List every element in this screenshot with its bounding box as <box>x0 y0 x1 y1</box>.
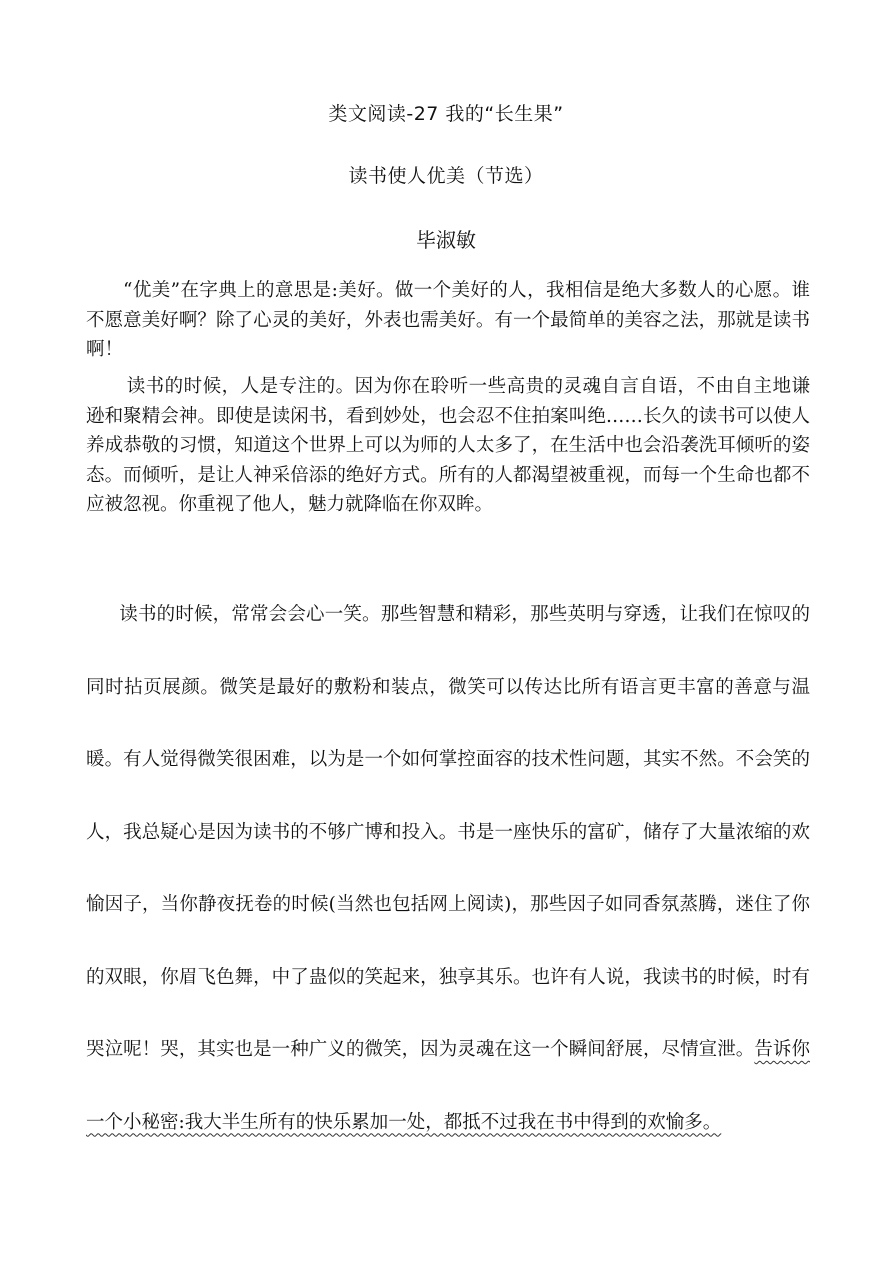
document-title: 类文阅读-27 我的“长生果” <box>328 103 564 125</box>
paragraph-2: 读书的时候，人是专注的。因为你在聆听一些高贵的灵魂自言自语，不由自主地谦逊和聚精会神。即使是读闲书，看到妙处，也会忍不住拍案叫绝……长久的读书可以使人养成恭敬的习惯，知道这个世界上可以为师的人太多了，在生活中也会沿袭洗耳倾听的姿态。而倾听，是让人神采倍添的绝好方式。所有的人都渴望被重视，而每一个生命也都不应被忽视。你重视了他人，魅力就降临在你双眸。 <box>86 376 810 515</box>
paragraph-3 <box>86 579 810 1159</box>
article-title: 读书使人优美（节选） <box>348 165 544 187</box>
paragraph-1: “优美”在字典上的意思是:美好。做一个美好的人，我相信是绝大多数人的心愿。谁不愿意美好啊？除了心灵的美好，外表也需美好。有一个最简单的美容之法，那就是读书啊！ <box>86 280 810 360</box>
author-name: 毕淑敏 <box>416 228 476 252</box>
underlined-sentence: 告诉你一个小秘密:我大半生所有的快乐累加一处，都抵不过我在书中得到的欢愉多。 <box>86 1039 810 1133</box>
paragraph-3-text: 读书的时候，常常会会心一笑。那些智慧和精彩，那些英明与穿透，让我们在惊叹的同时拈页展颜。微笑是最好的敷粉和装点，微笑可以传达比所有语言更丰富的善意与温暖。有人觉得微笑很困难，以为是一个如何掌控面容的技术性问题，其实不然。不会笑的人，我总疑心是因为读书的不够广博和投入。书是一座快乐的富矿，储存了大量浓缩的欢愉因子，当你静夜抚卷的时候(当然也包括网上阅读)，那些因子如同香氛蒸腾，迷住了你的双眼，你眉飞色舞，中了蛊似的笑起来，独享其乐。也许有人说，我读书的时候，时有哭泣呢！哭，其实也是一种广义的微笑，因为灵魂在这一个瞬间舒展，尽情宣泄。 <box>86 604 810 1060</box>
